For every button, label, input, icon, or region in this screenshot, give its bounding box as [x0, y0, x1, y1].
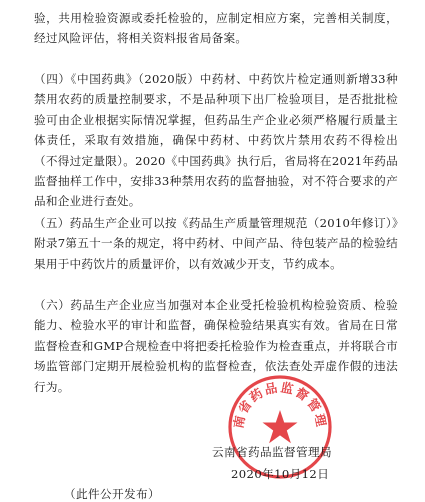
paragraph-item-5: （五）药品生产企业可以按《药品生产质量管理规范（2010年修订）》附录7第五十一条的规定，将中药材、中间产品、待包装产品的检验结果用于中药饮片的质量评价，以有效减少开支，节约成本。 [34, 216, 398, 271]
svg-text:云南省药品监督管理局: 南省药品监督管理 [230, 379, 330, 430]
public-release-note: （此件公开发布） [64, 487, 160, 501]
paragraph-item-6: （六）药品生产企业应当加强对本企业受托检验机构检验资质、检验能力、检验水平的审计和监督，确保检验结果真实有效。省局在日常监督检查和GMP合规检查中将把委托检验作为检查重点，并将联合市场监管部门定期开展检验机构的监督检查，依法查处弄虚作假的违法行为。 [34, 298, 398, 394]
signature-organization: 云南省药品监督管理局 [212, 445, 332, 459]
paragraph-continuation: 验，共用检验资源或委托检验的，应制定相应方案，完善相关制度，经过风险评估，将相关资料报省局备案。 [34, 11, 398, 46]
official-seal-stamp [226, 373, 334, 481]
signature-date: 2020年10月12日 [231, 467, 330, 481]
paragraph-item-4: （四）《中国药典》（2020版）中药材、中药饮片检定通则新增33种禁用农药的质量控制要求，不是品种项下出厂检验项目，是否批批检验可由企业根据实际情况掌握，但药品生产企业必须严格履行质量主体责任，采取有效措施，确保中药材、中药饮片禁用农药不得检出（不得过定量限）。2020《中国药典》执行后，省局将在2021年药品监督抽样工作中，安排33种禁用农药的监督抽验，对不符合要求的产品和企业进行查处。 [34, 72, 398, 209]
